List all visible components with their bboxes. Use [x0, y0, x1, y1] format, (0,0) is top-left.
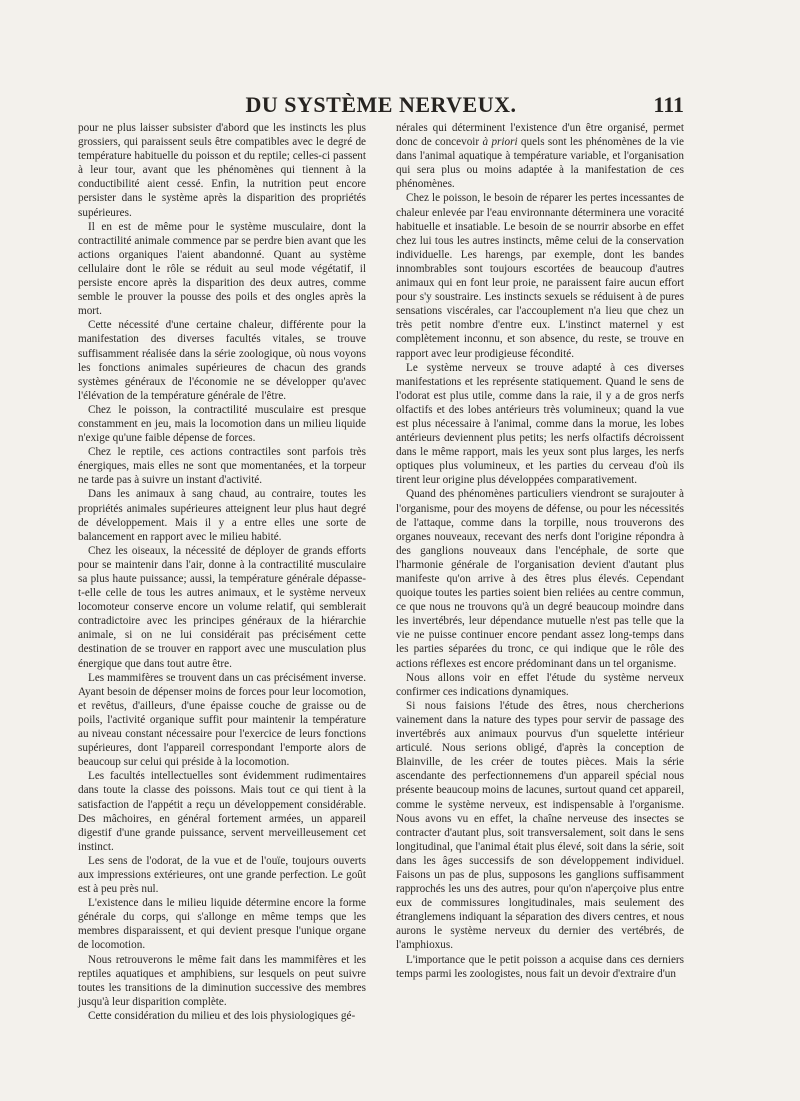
left-column — [78, 121, 366, 1022]
paragraph: Les sens de l'odorat, de la vue et de l'ouïe, toujours ouverts aux impressions extérieures, ont une grande perfection. Le goût est à peu près nul. — [78, 854, 366, 896]
paragraph: Dans les animaux à sang chaud, au contraire, toutes les propriétés animales supérieures atteignent leur plus haut degré de développement. Mais il y a entre elles une sorte de balancement en rapport avec le milieu habité. — [78, 488, 366, 543]
running-title: DU SYSTÈME NERVEUX. — [245, 92, 517, 117]
paragraph: Cette nécessité d'une certaine chaleur, différente pour la manifestation des diverses facultés vitales, se trouve suffisamment réalisée dans la série zoologique, où nous voyons les fonctions animales supérieures de chacun des grands systèmes généraux de l'économie ne se développer qu'avec l'élévation de la température générale de l'être. — [78, 319, 366, 402]
paragraph: Les facultés intellectuelles sont évidemment rudimentaires dans toute la classe des poissons. Mais tout ce qui tient à la satisfaction de l'appétit a reçu un développement considérable. Des mâchoires, en général fortement armées, un appareil digestif d'une grande puissance, servent merveilleusement cet instinct. — [78, 770, 366, 853]
paragraph — [396, 121, 684, 191]
paragraph: L'existence dans le milieu liquide détermine encore la forme générale du corps, qui s'allonge en même temps que les membres disparaissent, et qui devient presque l'unique organe de locomotion. — [78, 897, 366, 952]
paragraph: Quand des phénomènes particuliers viendront se surajouter à l'organisme, pour des moyens de défense, ou pour les nécessités de l'attaque, comme dans la torpille, nous trouverons des organes nouveaux, recevant des nerfs dont l'origine répondra à des ganglions nouveaux dans l'encéphale, de sorte que l'harmonie générale de l'organisation devient d'autant plus manifeste qu'on arrive à des êtres plus élevés. Cependant quoique toutes les parties soient bien reliées au centre commun, ce que nous ne trouvons qu'à un degré beaucoup moindre dans les invertébrés, leur dépendance mutuelle n'est pas telle que la vie ne puisse continuer encore pendant assez long-temps dans les parties séparées du tronc, ce qui indique que le rôle des actions réflexes est encore prédominant dans un tel organisme. — [396, 488, 684, 670]
page-header — [78, 92, 684, 120]
paragraph: Les mammifères se trouvent dans un cas précisément inverse. Ayant besoin de dépenser moins de forces pour leur locomotion, et revêtus, d'ailleurs, d'une épaisse couche de graisse ou de poils, l'activité organique suffit pour maintenir la température au niveau constant nécessaire pour l'exercice de leurs fonctions supérieures, dont l'appareil correspondant l'emporte alors de beaucoup sur celui qui préside à la locomotion. — [78, 671, 366, 769]
paragraph: Chez le reptile, ces actions contractiles sont parfois très énergiques, mais elles ne sont que momentanées, et la torpeur ne tarde pas à suivre un instant d'activité. — [78, 446, 366, 487]
paragraph: Nous allons voir en effet l'étude du système nerveux confirmer ces indications dynamiques. — [396, 671, 684, 698]
text-run: quels sont les phénomènes de la vie dans l'animal aquatique à température variable, et l'organisation qui sera plus ou moins adaptée à la manifestation de ces phénomènes. — [396, 136, 684, 191]
paragraph: L'importance que le petit poisson a acquise dans ces derniers temps parmi les zoologistes, nous fait un devoir d'extraire d'un — [396, 953, 684, 980]
paragraph: Il en est de même pour le système musculaire, dont la contractilité animale commence par se perdre bien avant que les actions organiques l'aient abandonné. Quant au système cellulaire dont le rôle se réduit au seul mode végétatif, il persiste encore après la disparition des deux autres, comme semble le prouver la pousse des poils et des ongles après la mort. — [78, 220, 366, 318]
paragraph: pour ne plus laisser subsister d'abord que les instincts les plus grossiers, qui paraissent seuls être compatibles avec le degré de température habituelle du poisson et du reptile; celles-ci passent à leur tour, avant que les phénomènes qui tiennent à la conductibilité aient cessé. Enfin, la nutrition peut encore persister dans le système après la disparition des propriétés supérieures. — [78, 122, 366, 219]
page-number: 111 — [653, 92, 684, 117]
paragraph: Le système nerveux se trouve adapté à ces diverses manifestations et les représente statiquement. Quand le sens de l'odorat est plus utile, comme dans la raie, il y a de gros nerfs olfactifs et des lobes antérieurs très volumineux; quand la vue est plus nécessaire à l'animal, comme dans la morue, les lobes antérieurs deviennent plus petits; les nerfs olfactifs décroissent dans le même rapport, mais les yeux sont plus larges, les nerfs optiques plus volumineux, et les parties du cerveau d'où ils tirent leur origine plus développées comparativement. — [396, 361, 684, 487]
italic-text: à priori — [482, 136, 518, 149]
text-run: nérales qui déterminent l'existence d'un être organisé, permet donc de concevoir — [396, 122, 684, 149]
right-column — [396, 121, 684, 981]
paragraph: Chez le poisson, le besoin de réparer les pertes incessantes de chaleur enlevée par l'eau environnante déterminera une voracité habituelle et insatiable. Le besoin de se nourrir absorbe en effet chez lui tous les autres instincts, même celui de la conservation individuelle. Les harengs, par exemple, dont les bandes innombrables sont toujours escortées de beaucoup d'autres animaux qui en font leur proie, ne paraissent faire aucun effort pour s'y soustraire. Les instincts sexuels se réduisent à de pures sensations viscérales, car l'accouplement n'a lieu que chez un très petit nombre d'entre eux. L'instinct maternel y est complètement inconnu, et son absence, du reste, se trouve en rapport avec leur prodigieuse fécondité. — [396, 192, 684, 360]
text-columns — [78, 121, 684, 1022]
paragraph: Nous retrouverons le même fait dans les mammifères et les reptiles aquatiques et amphibiens, sur lesquels on peut suivre toutes les transitions de la diminution successive des membres jusqu'à leur disparition complète. — [78, 953, 366, 1008]
paragraph: Cette considération du milieu et des lois physiologiques gé- — [88, 1009, 356, 1022]
paragraph: Si nous faisions l'étude des êtres, nous chercherions vainement dans la nature des types pour servir de passage des invertébrés aux animaux pourvus d'un squelette intérieur articulé. Nous serions obligé, d'après la conception de Blainville, de les créer de toutes pièces. Mais la série ascendante des perfectionnemens d'un appareil spécial nous présente beaucoup moins de lacunes, surtout quand cet appareil, comme le système nerveux, est indispensable à l'organisme. Nous avons vu en effet, la chaîne nerveuse des insectes se contracter d'autant plus, soit transversalement, soit dans le sens longitudinal, que l'animal était plus élevé, soit dans la série, soit dans les âges successifs de son développement individuel. Faisons un pas de plus, supposons les ganglions suffisamment rapprochés les uns des autres, pour qu'on n'aperçoive plus entre eux de commissures longitudinales, mais seulement des étranglemens indiquant la séparation des divers centres, et nous aurons le système nerveux du dernier des vertébrés, de l'amphioxus. — [396, 699, 684, 952]
paragraph: Chez le poisson, la contractilité musculaire est presque constamment en jeu, mais la locomotion dans un milieu liquide n'exige qu'une faible dépense de forces. — [78, 403, 366, 445]
paragraph: Chez les oiseaux, la nécessité de déployer de grands efforts pour se maintenir dans l'air, donne à la contractilité musculaire sa plus haute puissance; aussi, la température générale dépasse-t-elle celle de tous les autres animaux, et le système nerveux locomoteur conserve encore un volume relatif, qui semblerait contradictoire avec les principes généraux de la hiérarchie animale, si on ne lui considérait pas précisément cette destination de se trouver en rapport avec une musculation plus énergique que dans tout autre être. — [78, 544, 366, 670]
